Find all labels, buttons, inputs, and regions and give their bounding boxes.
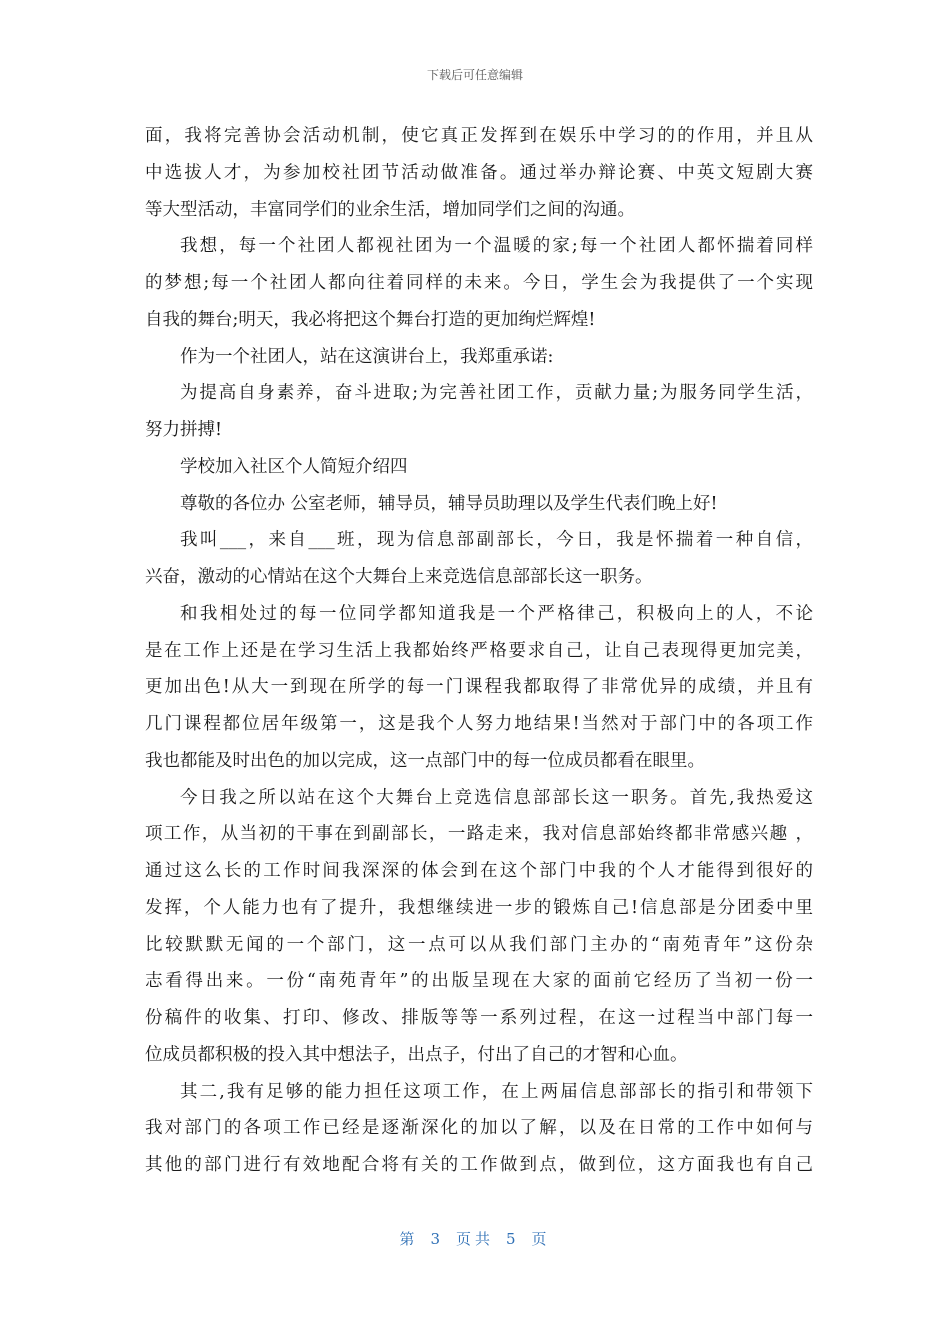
text-line: 学校加入社区个人简短介绍四 bbox=[180, 456, 408, 477]
text-line: 尊敬的各位办 公室老师，辅导员，辅导员助理以及学生代表们晚上好! bbox=[180, 493, 718, 514]
text-line: 份稿件的收集、打印、修改、排版等等一系列过程，在这一过程当中部门每一 bbox=[145, 1008, 813, 1028]
text-line: 我叫___，来自___班，现为信息部副部长，今日，我是怀揣着一种自信， bbox=[180, 530, 813, 551]
text-line: 自我的舞台;明天，我必将把这个舞台打造的更加绚烂辉煌! bbox=[145, 309, 596, 330]
text-line: 等大型活动，丰富同学们的业余生活，增加同学们之间的沟通。 bbox=[145, 199, 635, 220]
text-line: 其他的部门进行有效地配合将有关的工作做到点，做到位，这方面我也有自己 bbox=[145, 1155, 813, 1175]
document-body bbox=[145, 118, 813, 1184]
text-line: 发挥，个人能力也有了提升，我想继续进一步的锻炼自己!信息部是分团委中里 bbox=[145, 897, 813, 918]
footer-prefix: 第 bbox=[399, 1230, 419, 1248]
text-line: 中选拔人才，为参加校社团节活动做准备。通过举办辩论赛、中英文短剧大赛 bbox=[145, 162, 813, 183]
text-line: 其二,我有足够的能力担任这项工作，在上两届信息部部长的指引和带领下 bbox=[180, 1081, 813, 1102]
text-line: 我想，每一个社团人都视社团为一个温暖的家;每一个社团人都怀揣着同样 bbox=[180, 236, 813, 257]
text-line: 今日我之所以站在这个大舞台上竞选信息部部长这一职务。首先,我热爱这 bbox=[180, 787, 813, 808]
text-line: 通过这么长的工作时间我深深的体会到在这个部门中我的个人才能得到很好的 bbox=[145, 861, 813, 881]
footer-suffix: 页 bbox=[531, 1230, 551, 1248]
text-line: 的梦想;每一个社团人都向往着同样的未来。今日，学生会为我提供了一个实现 bbox=[145, 273, 813, 293]
text-line: 我也都能及时出色的加以完成，这一点部门中的每一位成员都看在眼里。 bbox=[145, 750, 705, 771]
text-line: 面，我将完善协会活动机制，使它真正发挥到在娱乐中学习的的作用，并且从 bbox=[145, 126, 813, 146]
text-line: 是在工作上还是在学习生活上我都始终严格要求自己，让自己表现得更加完美， bbox=[145, 640, 813, 661]
text-line: 作为一个社团人，站在这演讲台上，我郑重承诺: bbox=[180, 346, 554, 367]
text-line: 位成员都积极的投入其中想法子，出点子，付出了自己的才智和心血。 bbox=[145, 1044, 688, 1065]
footer-current-page: 3 bbox=[430, 1230, 444, 1248]
text-line: 志看得出来。一份“南苑青年”的出版呈现在大家的面前它经历了当初一份一 bbox=[145, 971, 813, 992]
text-line: 几门课程都位居年级第一，这是我个人努力地结果!当然对于部门中的各项工作 bbox=[145, 714, 813, 734]
text-line: 兴奋，激动的心情站在这个大舞台上来竞选信息部部长这一职务。 bbox=[145, 567, 653, 587]
text-line: 比较默默无闻的一个部门，这一点可以从我们部门主办的“南苑青年”这份杂 bbox=[145, 934, 813, 955]
page-header: 下载后可任意编辑 bbox=[426, 68, 523, 82]
text-line: 努力拼搏! bbox=[145, 420, 223, 440]
text-line: 我对部门的各项工作已经是逐渐深化的加以了解，以及在日常的工作中如何与 bbox=[145, 1118, 813, 1139]
text-line: 更加出色!从大一到现在所学的每一门课程我都取得了非常优异的成绩，并且有 bbox=[145, 677, 813, 698]
footer-middle: 页共 bbox=[455, 1230, 494, 1248]
page-footer bbox=[0, 1228, 950, 1249]
text-line: 和我相处过的每一位同学都知道我是一个严格律己，积极向上的人，不论 bbox=[180, 603, 813, 624]
text-line: 项工作，从当初的干事在到副部长，一路走来，我对信息部始终都非常感兴趣 ， bbox=[145, 824, 813, 845]
text-line: 为提高自身素养，奋斗进取;为完善社团工作，贡献力量;为服务同学生活， bbox=[180, 383, 813, 404]
footer-total-pages: 5 bbox=[506, 1230, 520, 1248]
